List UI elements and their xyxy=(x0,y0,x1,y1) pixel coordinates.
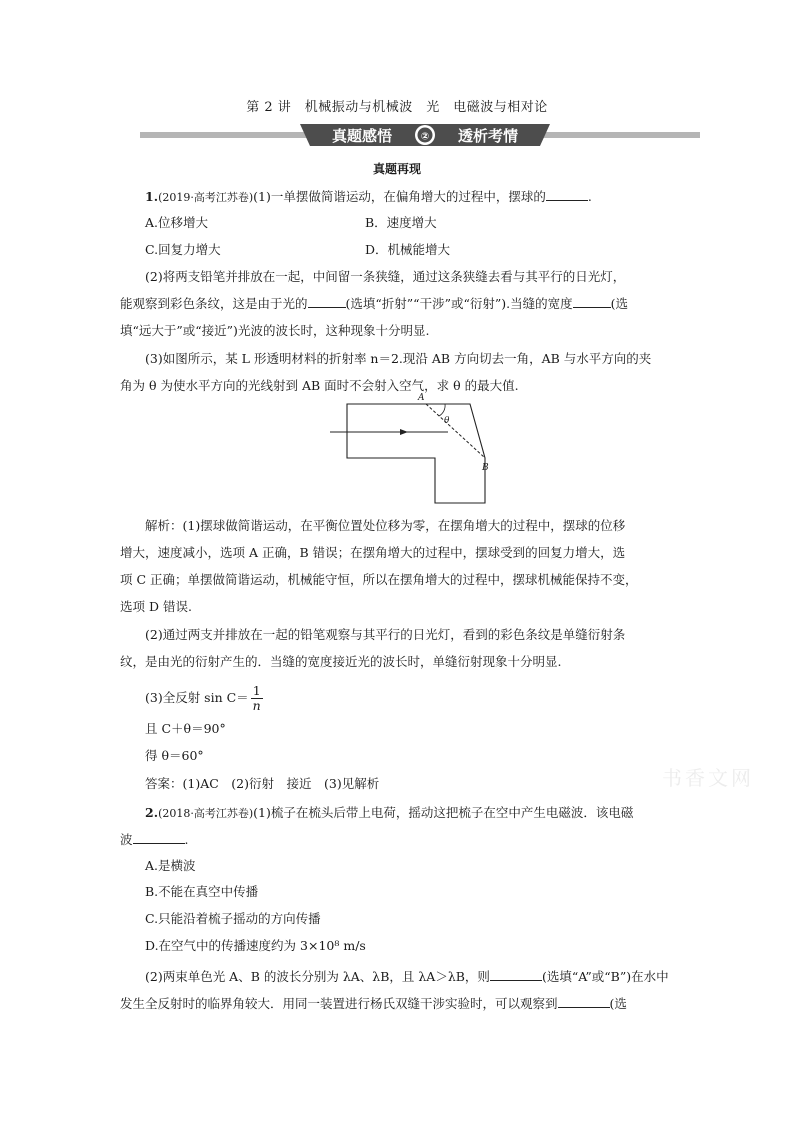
analysis-p2-line2: 纹，是由光的衍射产生的．当缝的宽度接近光的波长时，单缝衍射现象十分明显. xyxy=(120,654,562,669)
q1-part2-line2 xyxy=(120,291,680,316)
theta-arc xyxy=(439,404,445,416)
formula-prefix: (3)全反射 sin C＝ xyxy=(145,690,249,705)
banner-left-text: 真题感悟 xyxy=(331,127,393,145)
q1-part2-line3: 填“远大于”或“接近”)光波的波长时，这种现象十分明显. xyxy=(120,323,430,338)
section-banner xyxy=(140,120,700,150)
q1-part2-text-a: 能观察到彩色条纹，这是由于光的 xyxy=(120,296,308,311)
q1-part2-blank1 xyxy=(308,293,346,308)
watermark: 书香文网 xyxy=(662,766,754,790)
q1-part2-line1: (2)将两支铅笔并排放在一起，中间留一条狭缝，通过这条狭缝去看与其平行的日光灯， xyxy=(145,269,626,284)
q2-option-d: D.在空气中的传播速度约为 3×10⁸ m/s xyxy=(145,938,366,953)
q1-option-c: C.回复力增大 xyxy=(145,242,221,257)
q2-option-c: C.只能沿着梳子摇动的方向传播 xyxy=(145,911,321,926)
l-shape-outline xyxy=(347,404,485,503)
q2-part2-blank1 xyxy=(490,966,542,981)
q1-part3-line1: (3)如图所示，某 L 形透明材料的折射率 n＝2.现沿 AB 方向切去一角，AB 与水平方向的夹 xyxy=(145,351,652,366)
q2-option-b: B.不能在真空中传播 xyxy=(145,884,259,899)
q1-option-b: B．速度增大 xyxy=(365,215,437,230)
analysis-p1-line2: 增大，速度减小，选项 A 正确，B 错误；在摆角增大的过程中，摆球受到的回复力增大，选 xyxy=(120,545,626,560)
analysis-p1-line3: 项 C 正确；单摆做简谐运动，机械能守恒，所以在摆角增大的过程中，摆球机械能保持不变， xyxy=(120,572,638,587)
l-shape-figure xyxy=(330,388,500,506)
analysis-answer: 答案：(1)AC (2)衍射 接近 (3)见解析 xyxy=(145,776,380,791)
q1-option-d: D．机械能增大 xyxy=(365,242,451,257)
banner-badge-icon: ② xyxy=(420,131,430,143)
lesson-title: 第 2 讲 机械振动与机械波 光 电磁波与相对论 xyxy=(246,100,548,115)
q1-number: 1. xyxy=(145,189,159,204)
q2-stem-line1 xyxy=(120,800,680,826)
fraction-denominator: n xyxy=(252,698,261,713)
q2-stem-text: (1)梳子在梳头后带上电荷，摇动这把梳子在空中产生电磁波．该电磁 xyxy=(253,805,634,820)
q1-part3-line2: 角为 θ 为使水平方向的光线射到 AB 面时不会射入空气，求 θ 的最大值. xyxy=(120,378,519,393)
q2-number: 2. xyxy=(145,805,159,820)
q2-stem-text-2b: . xyxy=(184,832,189,847)
q2-option-a: A.是横波 xyxy=(145,858,196,873)
q1-stem xyxy=(120,184,680,210)
q1-option-a: A.位移增大 xyxy=(145,215,209,230)
section-subtitle: 真题再现 xyxy=(372,162,421,176)
banner-right-text: 透析考情 xyxy=(457,127,519,145)
q1-source: (2019·高考江苏卷) xyxy=(158,191,254,204)
q2-part2-text-c: 发生全反射时的临界角较大．用同一装置进行杨氏双缝干涉实验时，可以观察到 xyxy=(120,996,558,1011)
q1-part2-text-c: (选 xyxy=(610,296,628,311)
label-b: B xyxy=(482,463,489,473)
q2-part2-line2 xyxy=(120,991,680,1016)
q2-answer-blank xyxy=(133,829,185,844)
q2-stem-line2 xyxy=(120,827,680,852)
q1-stem-end: . xyxy=(587,189,592,204)
fraction-numerator: 1 xyxy=(252,683,261,698)
analysis-p1-line1: 解析：(1)摆球做简谐运动，在平衡位置处位移为零，在摆角增大的过程中，摆球的位移 xyxy=(145,518,626,533)
q2-part2-text-a: (2)两束单色光 A、B 的波长分别为 λA、λB，且 λA＞λB，则 xyxy=(145,969,490,984)
q1-answer-blank xyxy=(546,186,588,201)
q1-stem-text: (1)一单摆做简谐运动，在偏角增大的过程中，摆球的 xyxy=(253,189,546,204)
q2-stem-text-2a: 波 xyxy=(120,832,133,847)
q2-part2-blank2 xyxy=(558,993,610,1008)
analysis-p3-line2: 且 C＋θ＝90° xyxy=(145,721,226,736)
analysis-p3-formula xyxy=(145,684,263,713)
analysis-p2-line1: (2)通过两支并排放在一起的铅笔观察与其平行的日光灯，看到的彩色条纹是单缝衍射条 xyxy=(145,627,626,642)
q1-part2-blank2 xyxy=(573,293,611,308)
formula-fraction xyxy=(251,684,263,713)
ray-arrow-icon xyxy=(400,429,408,435)
analysis-p1-line4: 选项 D 错误. xyxy=(120,599,192,614)
cut-line-ab xyxy=(426,404,485,458)
label-a: A xyxy=(418,393,425,403)
q2-part2-text-d: (选 xyxy=(609,996,627,1011)
q2-source: (2018·高考江苏卷) xyxy=(158,807,254,820)
q2-part2-text-b: (选填“A”或“B”)在水中 xyxy=(541,969,669,984)
analysis-p3-line3: 得 θ＝60° xyxy=(145,748,204,763)
label-theta: θ xyxy=(444,416,450,426)
q2-part2-line1 xyxy=(120,964,680,989)
q1-part2-text-b: (选填“折射”“干涉”或“衍射”).当缝的宽度 xyxy=(345,296,573,311)
